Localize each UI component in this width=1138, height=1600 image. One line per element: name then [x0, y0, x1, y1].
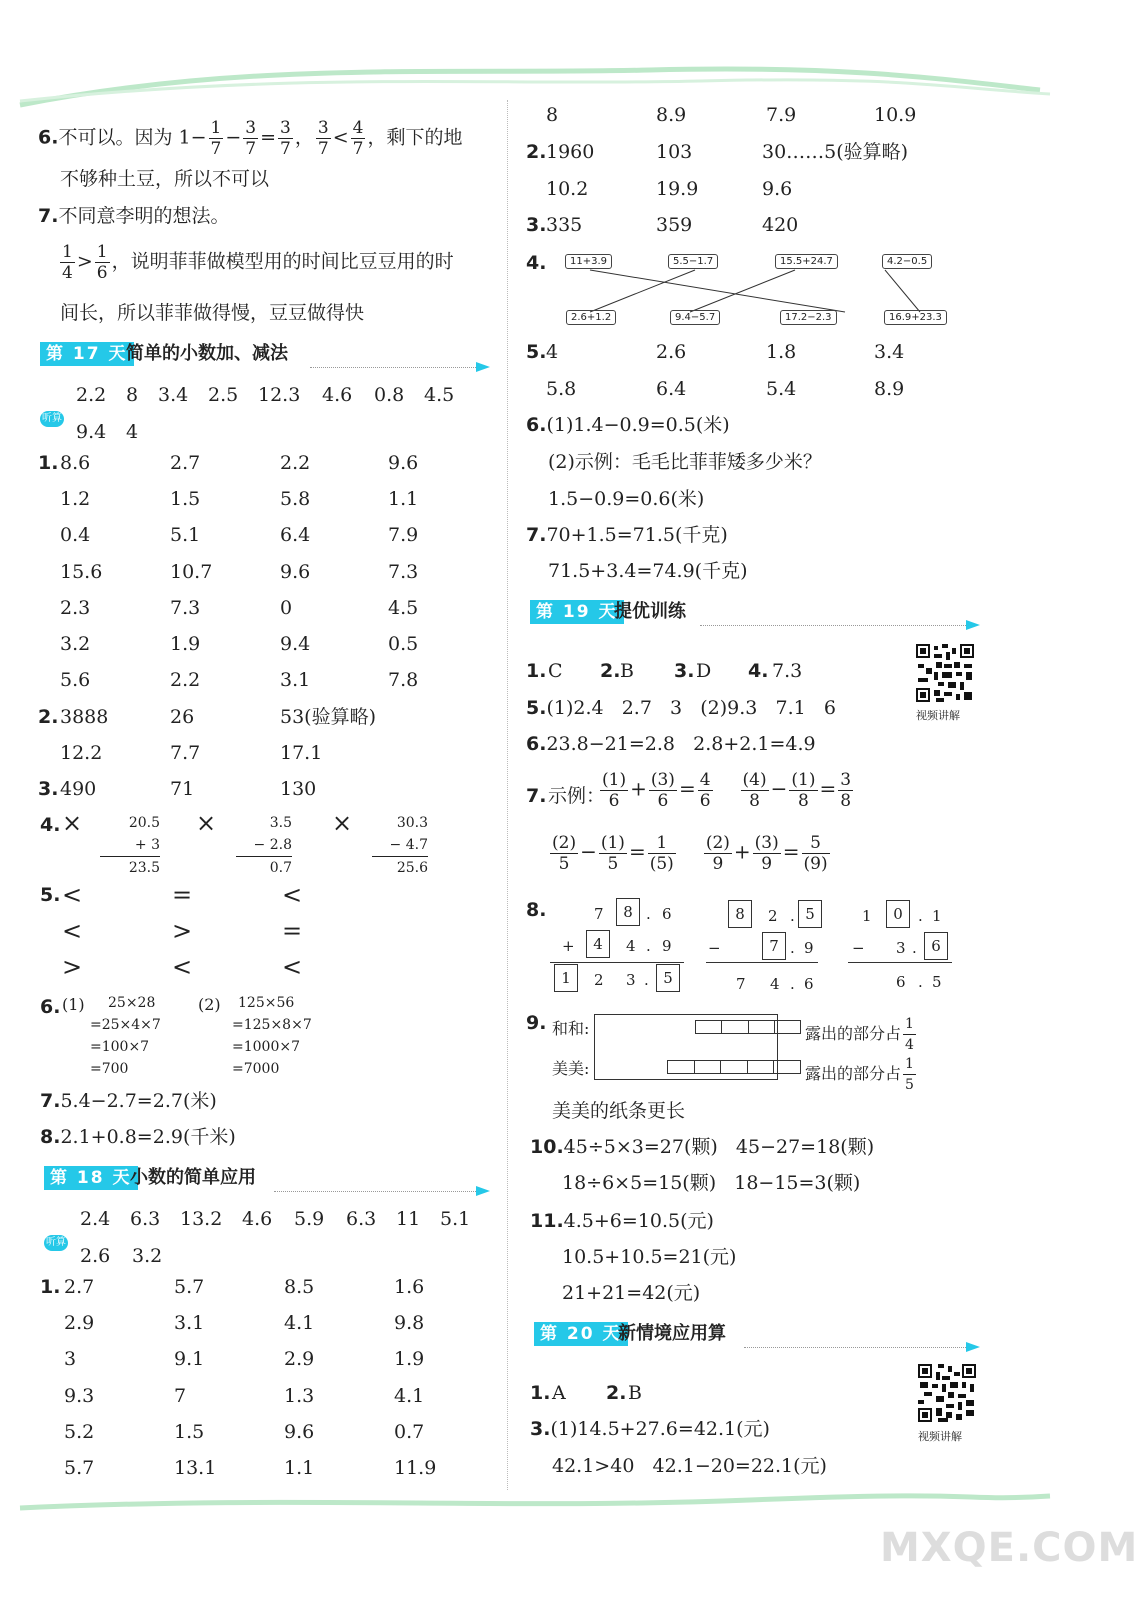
answer-cell: 5.7: [174, 1276, 205, 1298]
d19-q9-number: 9.: [526, 1012, 547, 1034]
digit: 4: [626, 937, 636, 955]
wrong-mark: ×: [332, 809, 353, 837]
fraction: $\frac{(3)}{9}$: [754, 833, 779, 874]
d20-q3-line2: 42.1>40 42.1−20=22.1(元): [552, 1455, 827, 1477]
digit: 7: [736, 975, 746, 993]
answer-cell: >: [172, 917, 193, 945]
strip-meimei: [667, 1060, 801, 1074]
fraction: $\frac{(1)}{5}$: [600, 833, 625, 874]
answer-cell: 4.1: [284, 1312, 315, 1335]
digit: .: [646, 905, 651, 923]
answer-box: 8: [616, 898, 640, 926]
d17-q4-number: 4.: [40, 814, 61, 836]
match-card-top-2: 5.5−1.7: [668, 254, 718, 269]
day18-title: 小数的简单应用: [130, 1167, 256, 1188]
q7-line3: 间长，所以菲菲做得慢，豆豆做得快: [60, 302, 365, 324]
oral-answer: 0.8: [374, 384, 405, 406]
answer-cell: 7.3: [388, 560, 419, 583]
oral-answer: 9.4: [76, 421, 107, 443]
answer-cell: 2.2: [280, 452, 311, 474]
question-number: 2.: [38, 706, 59, 728]
fraction: $\frac{1}{(5)}$: [649, 833, 674, 874]
digit: 9: [662, 937, 672, 955]
d19-q9-name1: 和和:: [552, 1019, 590, 1038]
operator: −: [580, 839, 597, 864]
d17-q6-part2: 125×56 =125×8×7 =1000×7 =7000: [232, 995, 312, 1077]
question-number: 3.: [526, 214, 547, 236]
oral-answer: 4.6: [242, 1208, 273, 1230]
answer-cell: 9.8: [394, 1312, 425, 1335]
banner-arrow-icon: [476, 1186, 490, 1196]
answer-cell: 6.4: [656, 377, 687, 400]
answer-cell: 8: [546, 104, 559, 126]
r-q6-line2: (2)示例：毛毛比菲菲矮多少米？: [548, 451, 822, 473]
match-card-bottom-3: 17.2−2.3: [780, 310, 837, 325]
oral-answer: 2.5: [208, 384, 239, 406]
answer-cell: 71: [170, 778, 195, 800]
answer-cell: 2.9: [64, 1312, 95, 1335]
question-number: 2.: [600, 660, 621, 682]
day18-tag: 第 18 天: [44, 1166, 138, 1190]
question-number: 3.: [674, 660, 695, 682]
fraction: $\frac{1}{6}$: [96, 242, 108, 283]
qr-code-icon[interactable]: [916, 1362, 978, 1424]
oral-answer: 2.6: [80, 1245, 111, 1267]
d17-q6-part2-label: (2): [198, 995, 221, 1014]
question-number: 1.: [530, 1382, 551, 1404]
answer-box: 5: [798, 900, 822, 928]
question-number: 1.: [526, 660, 547, 682]
answer-cell: 12.2: [60, 742, 103, 764]
answer-cell: 9.3: [64, 1384, 95, 1407]
digit: 9: [804, 939, 814, 957]
r-q7-line1: 7.70+1.5=71.5(千克): [526, 524, 728, 546]
answer-cell: =: [282, 917, 303, 945]
oral-answer: 6.3: [130, 1208, 161, 1230]
answer-cell: 1.6: [394, 1276, 425, 1298]
d17-q7: 7.5.4−2.7=2.7(米): [40, 1090, 217, 1112]
operator: =: [819, 776, 837, 801]
answer-cell: 0.5: [388, 633, 419, 655]
digit: 4: [770, 975, 780, 993]
q7-line1: 7.不同意李明的想法。: [38, 205, 230, 227]
answer-cell: 4: [546, 341, 559, 363]
answer-cell: 5.1: [170, 524, 201, 547]
answer: A: [552, 1382, 566, 1404]
answer-cell: 335: [546, 214, 583, 236]
d20-q3-line1: 3.(1)14.5+27.6=42.1(元): [530, 1418, 770, 1440]
oral-answer: 3.4: [158, 384, 189, 406]
wrong-mark: ×: [62, 809, 83, 837]
operator: =: [628, 839, 646, 864]
qr-caption: 视频讲解: [918, 1430, 962, 1443]
banner-arrow-icon: [966, 620, 980, 630]
answer-cell: 1.2: [60, 488, 91, 511]
day19-tag: 第 19 天: [530, 600, 624, 624]
answer-cell: <: [282, 953, 303, 981]
q6-line2: 不够种土豆，所以不可以: [60, 168, 270, 190]
answer-cell: 9.1: [174, 1348, 205, 1371]
r-q7-line2: 71.5+3.4=74.9(千克): [548, 560, 748, 582]
day17-title: 简单的小数加、减法: [126, 343, 288, 364]
operator: =: [678, 776, 696, 801]
match-card-top-3: 15.5+24.7: [775, 254, 838, 269]
d19-q11-line2: 10.5+10.5=21(元): [562, 1246, 737, 1268]
answer-cell: 15.6: [60, 560, 103, 583]
day17-banner: [40, 342, 490, 366]
answer-cell: 3888: [60, 706, 109, 728]
answer-cell: 1.3: [284, 1384, 315, 1407]
oral-answer: 4: [126, 421, 139, 443]
answer-cell: 3.1: [174, 1312, 205, 1335]
question-number: 5.: [40, 884, 61, 906]
answer-cell: 53(验算略): [280, 706, 377, 728]
answer-cell: 8.9: [656, 104, 687, 126]
answer-cell: 4.1: [394, 1384, 425, 1407]
answer-cell: 7: [174, 1384, 187, 1407]
digit: +: [562, 937, 575, 955]
watermark: MXQE.COM: [880, 1525, 1138, 1571]
answer-box: 1: [554, 964, 578, 992]
d17-q8: 8.2.1+0.8=2.9(千米): [40, 1126, 236, 1148]
match-card-bottom-4: 16.9+23.3: [884, 310, 947, 325]
answer-cell: 5.4: [766, 377, 797, 400]
banner-arrow-icon: [476, 362, 490, 372]
answer-cell: <: [62, 881, 83, 909]
fraction: $\frac{(3)}{6}$: [650, 770, 675, 811]
bottom-wave-decoration: [0, 1490, 1075, 1530]
answer-cell: 10.2: [546, 177, 589, 200]
answer-cell: 1.1: [284, 1457, 315, 1479]
question-number: 2.: [526, 141, 547, 163]
digit: .: [790, 975, 795, 993]
d19-q8-number: 8.: [526, 899, 547, 921]
oral-answer: 3.2: [132, 1245, 163, 1267]
oral-answer: 12.3: [258, 384, 301, 406]
answer-box: 4: [586, 930, 610, 958]
answer: 7.3: [772, 660, 803, 682]
day19-title: 提优训练: [614, 601, 686, 622]
r-q6-line1: 6.(1)1.4−0.9=0.5(米): [526, 414, 730, 436]
d19-q9-text2: 露出的部分占 $\frac{1}{5}$: [805, 1056, 914, 1093]
answer-cell: 3: [64, 1348, 77, 1371]
column-divider: [507, 100, 508, 1490]
digit: .: [790, 907, 795, 925]
answer-cell: 359: [656, 214, 693, 236]
answer-box: 8: [728, 900, 752, 928]
answer-cell: 3.4: [874, 341, 905, 363]
digit: .: [644, 971, 649, 989]
d19-q7-number: 7.: [526, 785, 547, 807]
answer-cell: 1.9: [394, 1348, 425, 1371]
vertical-calc-1: 20.5 + 3 23.5: [100, 812, 160, 879]
day20-tag: 第 20 天: [534, 1322, 628, 1346]
answer-cell: 8.9: [874, 377, 905, 400]
digit: 1: [862, 907, 872, 925]
d17-q6-part1: 25×28 =25×4×7 =100×7 =700: [90, 995, 161, 1077]
match-card-bottom-2: 9.4−5.7: [670, 310, 720, 325]
answer: C: [548, 660, 563, 682]
answer-cell: <: [282, 881, 303, 909]
answer-cell: 0.4: [60, 524, 91, 547]
match-card-bottom-1: 2.6+1.2: [566, 310, 616, 325]
fraction: $\frac{3}{7}$: [245, 118, 257, 159]
answer-box: 7: [762, 932, 786, 960]
d19-q7-row1: [598, 770, 855, 811]
oral-answer: 5.1: [440, 1208, 471, 1230]
d17-q6-number: 6.: [40, 996, 61, 1018]
fraction: $\frac{3}{7}$: [280, 118, 291, 159]
answer-cell: 1.8: [766, 341, 797, 363]
answer-cell: 10.9: [874, 104, 917, 126]
answer-box: 6: [924, 932, 948, 960]
digit: −: [708, 939, 721, 957]
answer-cell: 19.9: [656, 177, 699, 200]
answer-cell: 5.8: [546, 377, 577, 400]
answer-cell: =: [172, 881, 193, 909]
answer-cell: 9.4: [280, 633, 311, 655]
digit: 3: [896, 939, 906, 957]
answer: B: [628, 1382, 642, 1404]
oral-answer: 8: [126, 384, 139, 406]
answer-cell: 8.6: [60, 452, 91, 474]
answer-cell: 1.9: [170, 633, 201, 655]
fraction: $\frac{3}{7}$: [317, 118, 329, 159]
fraction: $\frac{(4)}{8}$: [742, 770, 767, 811]
answer-box: 5: [656, 964, 680, 992]
q6-line1: 6.不可以。因为 1− $\frac{1}{7}$ − $\frac{3}{7}$ = $\frac{3}{7}$ ， $\frac{3}{7}$ < $\frac{4}{7}$ ，剩下的地: [38, 118, 463, 159]
fraction: $\frac{4}{6}$: [699, 770, 711, 811]
top-wave-decoration: [0, 40, 1075, 110]
digit: 3: [626, 971, 636, 989]
d19-q9-answer: 美美的纸条更长: [552, 1100, 686, 1122]
answer-cell: <: [62, 917, 83, 945]
question-number: 1.: [40, 1276, 61, 1298]
d19-q5: 5.(1)2.4 2.7 3 (2)9.3 7.1 6: [526, 697, 836, 719]
question-number: 4.: [748, 660, 769, 682]
oral-answer: 5.9: [294, 1208, 325, 1230]
answer-cell: 9.6: [280, 560, 311, 583]
answer-cell: 5.8: [280, 488, 311, 511]
answer-cell: 9.6: [388, 452, 419, 474]
d19-q11-line3: 21+21=42(元): [562, 1282, 701, 1304]
digit: .: [918, 973, 923, 991]
answer-cell: 3.2: [60, 633, 91, 655]
question-number: 1.: [38, 452, 59, 474]
day20-title: 新情境应用算: [618, 1323, 726, 1344]
fraction: $\frac{(1)}{6}$: [602, 770, 627, 811]
listen-badge-icon: 听算: [40, 411, 64, 427]
vertical-calc-2: 3.5 − 2.8 0.7: [236, 812, 292, 879]
fraction: $\frac{5}{(9)}$: [803, 833, 828, 874]
answer-cell: 11.9: [394, 1457, 437, 1479]
answer-cell: 10.7: [170, 560, 213, 583]
d19-q9-name2: 美美:: [552, 1059, 590, 1078]
answer-box: 0: [886, 900, 910, 928]
answer-cell: 420: [762, 214, 799, 236]
answer-cell: 4.5: [388, 596, 419, 619]
answer-cell: 7.9: [766, 104, 797, 126]
answer-cell: 2.6: [656, 341, 687, 363]
answer-cell: 1.5: [174, 1420, 205, 1443]
answer-cell: <: [172, 953, 193, 981]
oral-answer: 11: [396, 1208, 421, 1230]
question-number: 2.: [606, 1382, 627, 1404]
answer-cell: 1960: [546, 141, 595, 163]
answer-cell: 9.6: [284, 1420, 315, 1443]
oral-answer: 4.6: [322, 384, 353, 406]
fraction: $\frac{4}{7}$: [352, 118, 364, 159]
answer-cell: 7.7: [170, 742, 201, 764]
answer-cell: >: [62, 953, 83, 981]
fraction: $\frac{(1)}{8}$: [791, 770, 816, 811]
answer: B: [620, 660, 634, 682]
d17-q6-part1-label: (1): [62, 995, 85, 1014]
answer-cell: 5.7: [64, 1457, 95, 1479]
qr-caption: 视频讲解: [916, 709, 960, 722]
match-card-top-4: 4.2−0.5: [882, 254, 932, 269]
day17-tag: 第 17 天: [40, 342, 134, 366]
answer-cell: 7.3: [170, 596, 201, 619]
question-number: 3.: [38, 778, 59, 800]
match-card-top-1: 11+3.9: [565, 254, 612, 269]
sum-line: [550, 962, 684, 963]
answer-cell: 2.7: [64, 1276, 95, 1298]
digit: −: [852, 939, 865, 957]
banner-arrow-icon: [966, 1342, 980, 1352]
day20-banner: [534, 1322, 980, 1346]
answer-cell: 2.2: [170, 669, 201, 692]
answer: D: [696, 660, 712, 682]
answer-cell: 7.8: [388, 669, 419, 692]
digit: .: [646, 937, 651, 955]
answer-cell: 0.7: [394, 1420, 425, 1443]
answer-cell: 3.1: [280, 669, 311, 692]
answer-cell: 26: [170, 706, 195, 728]
answer-cell: 5.2: [64, 1420, 95, 1443]
answer-cell: 8.5: [284, 1276, 315, 1298]
digit: 2: [768, 907, 778, 925]
d19-q10-line1: 10.45÷5×3=27(颗) 45−27=18(颗): [530, 1136, 875, 1158]
digit: 2: [594, 971, 604, 989]
answer-cell: 7.9: [388, 524, 419, 547]
vertical-calc-3: 30.3 − 4.7 25.6: [372, 812, 428, 879]
fraction: $\frac{(2)}{5}$: [552, 833, 577, 874]
operator: =: [782, 839, 800, 864]
answer-cell: 2.9: [284, 1348, 315, 1371]
answer-cell: 130: [280, 778, 317, 800]
fraction: $\frac{1}{4}$: [62, 242, 73, 283]
d19-q10-line2: 18÷6×5=15(颗) 18−15=3(颗): [562, 1172, 861, 1194]
digit: .: [790, 939, 795, 957]
question-number: 5.: [526, 341, 547, 363]
d19-q7-label: 示例：: [548, 785, 606, 807]
q7-line2: $\frac{1}{4}$ > $\frac{1}{6}$ ，说明菲菲做模型用的时间比豆豆用的时: [62, 242, 454, 283]
digit: 1: [932, 907, 942, 925]
answer-cell: 2.3: [60, 596, 91, 619]
operator: +: [630, 776, 647, 801]
oral-answer: 13.2: [180, 1208, 223, 1230]
d19-q11-line1: 11.4.5+6=10.5(元): [530, 1210, 714, 1232]
answer-cell: 6.4: [280, 524, 311, 547]
r-q6-line3: 1.5−0.9=0.6(米): [548, 488, 705, 510]
digit: .: [918, 907, 923, 925]
day19-banner: [530, 600, 980, 624]
d19-q7-row2: [548, 833, 832, 874]
fraction: $\frac{1}{7}$: [210, 118, 222, 159]
answer-cell: 17.1: [280, 742, 323, 764]
digit: 6: [896, 973, 906, 991]
oral-answer: 2.2: [76, 384, 107, 406]
d19-q6: 6.23.8−21=2.8 2.8+2.1=4.9: [526, 733, 816, 755]
qr-code-icon[interactable]: [914, 642, 976, 704]
digit: 7: [594, 905, 604, 923]
digit: .: [912, 939, 917, 957]
strip-hehe: [695, 1020, 801, 1034]
oral-answer: 6.3: [346, 1208, 377, 1230]
answer-cell: 5.6: [60, 669, 91, 692]
answer-cell: 2.7: [170, 452, 201, 474]
wrong-mark: ×: [196, 809, 217, 837]
answer-cell: 1.1: [388, 488, 419, 511]
r-q4-number: 4.: [526, 252, 547, 274]
fraction: $\frac{3}{8}$: [840, 770, 852, 811]
d19-q9-text1: 露出的部分占 $\frac{1}{4}$: [805, 1016, 914, 1053]
sum-line: [706, 962, 818, 963]
digit: 5: [932, 973, 942, 991]
answer-cell: 490: [60, 778, 97, 800]
answer-cell: 1.5: [170, 488, 201, 511]
answer-cell: 13.1: [174, 1457, 217, 1479]
answer-cell: 9.6: [762, 177, 793, 200]
operator: −: [770, 776, 788, 801]
digit: 6: [662, 905, 672, 923]
operator: +: [733, 839, 751, 864]
answer-cell: 0: [280, 596, 293, 619]
listen-badge-icon: 听算: [44, 1235, 68, 1251]
answer-cell: 30……5(验算略): [762, 141, 909, 163]
answer-cell: 103: [656, 141, 693, 163]
digit: 6: [804, 975, 814, 993]
fraction: $\frac{(2)}{9}$: [705, 833, 730, 874]
sum-line: [848, 962, 952, 963]
oral-answer: 2.4: [80, 1208, 111, 1230]
day18-banner: [44, 1166, 490, 1190]
oral-answer: 4.5: [424, 384, 455, 406]
